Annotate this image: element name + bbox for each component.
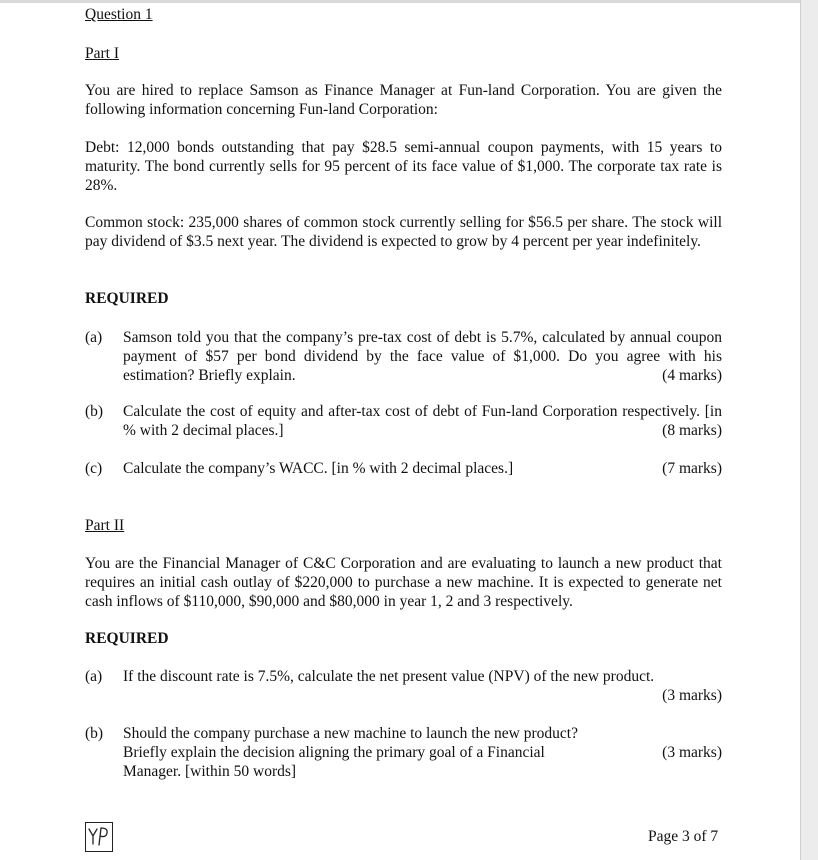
item-text: Calculate the company’s WACC. [in % with 2 decimal places.] <box>123 460 514 477</box>
item-marks: (8 marks) <box>662 422 722 439</box>
item-text: Should the company purchase a new machine to launch the new product? Briefly explain the decision aligning the primary goal of a Financial Manager. [within 50 words] <box>123 725 578 780</box>
part-1-item-a <box>85 328 722 388</box>
part-1-intro: You are hired to replace Samson as Finance Manager at Fun-land Corporation. You are given the following information concerning Fun-land Corporation: <box>85 82 722 118</box>
part-2-heading: Part II <box>85 517 125 534</box>
part-2-intro: You are the Financial Manager of C&C Corporation and are evaluating to launch a new product that requires an initial cash outlay of $220,000 to purchase a new machine. It is expected to generate net cash inflows of $110,000, $90,000 and $80,000 in year 1, 2 and 3 respectively. <box>85 555 722 610</box>
item-label: (c) <box>85 460 103 477</box>
part-1-debt-info: Debt: 12,000 bonds outstanding that pay $28.5 semi-annual coupon payments, with 15 years to maturity. The bond currently sells for 95 percent of its face value of $1,000. The corporate tax rate is 28%. <box>85 139 722 194</box>
part-2-item-a <box>85 667 722 707</box>
viewer-scroll-gutter[interactable] <box>800 0 818 860</box>
item-label: (a) <box>85 329 103 346</box>
page-number: Page 3 of 7 <box>648 828 719 845</box>
part-1-item-b <box>85 402 722 442</box>
part-1-heading: Part I <box>85 45 120 62</box>
initials-mark-icon <box>86 823 111 850</box>
item-text: Samson told you that the company’s pre-tax cost of debt is 5.7%, calculated by annual coupon payment of $57 per bond dividend by the face value of $1,000. Do you agree with his estimation? Briefly explain. <box>123 329 722 384</box>
item-label: (b) <box>85 725 104 742</box>
part-1-stock-info: Common stock: 235,000 shares of common stock currently selling for $56.5 per share. The stock will pay dividend of $3.5 next year. The dividend is expected to grow by 4 percent per year indefinitely. <box>85 214 722 250</box>
item-text: Calculate the cost of equity and after-tax cost of debt of Fun-land Corporation respectively. [in % with 2 decimal places.] <box>123 403 722 439</box>
item-marks: (3 marks) <box>662 687 722 704</box>
part-2-item-b <box>85 724 722 780</box>
item-marks: (4 marks) <box>662 367 722 384</box>
part-2-required-heading: REQUIRED <box>85 630 169 647</box>
item-marks: (7 marks) <box>662 460 722 477</box>
part-1-item-c <box>85 459 722 479</box>
question-title: Question 1 <box>85 6 153 23</box>
item-marks: (3 marks) <box>662 744 722 761</box>
item-label: (b) <box>85 403 104 420</box>
part-1-required-heading: REQUIRED <box>85 290 169 307</box>
author-initials-logo <box>85 822 113 852</box>
page-top-border <box>0 0 800 3</box>
item-text: If the discount rate is 7.5%, calculate the net present value (NPV) of the new product. <box>123 668 655 685</box>
item-label: (a) <box>85 668 103 685</box>
